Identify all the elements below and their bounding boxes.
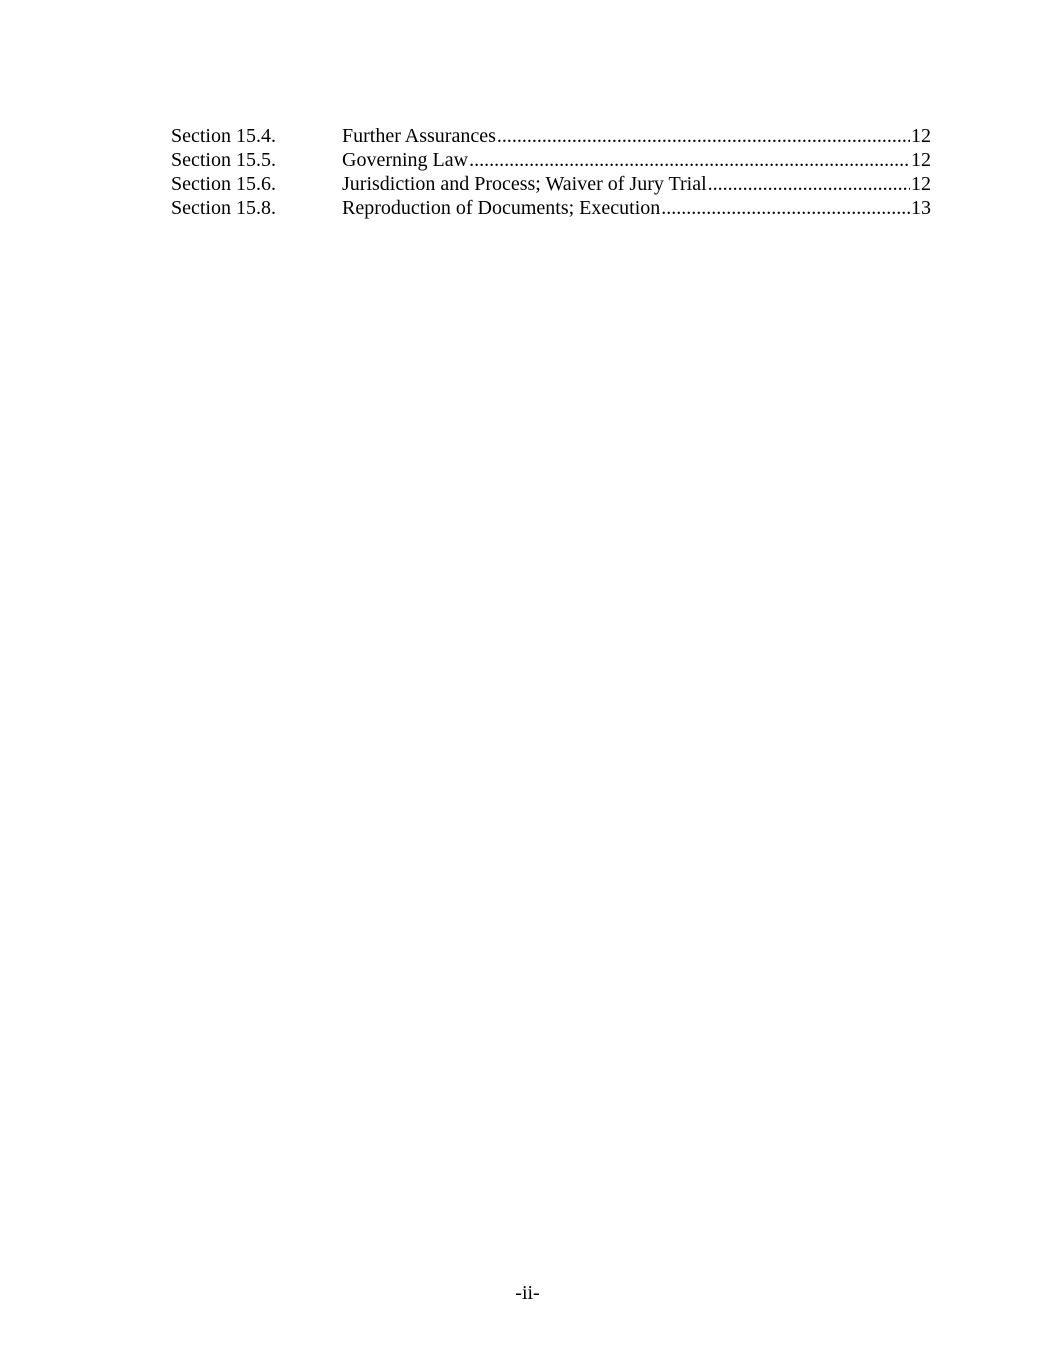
toc-entry	[171, 148, 931, 172]
toc-entry	[171, 172, 931, 196]
toc-section-number: Section 15.6.	[171, 173, 276, 195]
toc-section-title: Further Assurances	[342, 125, 496, 147]
toc-page-number: 12	[911, 173, 931, 195]
toc-page-number: 12	[911, 125, 931, 147]
toc-dot-leader	[661, 196, 910, 220]
toc-section-number: Section 15.8.	[171, 197, 276, 219]
toc-page-number: 13	[911, 197, 931, 219]
toc-section-number: Section 15.4.	[171, 125, 276, 147]
toc-dot-leader	[469, 148, 910, 172]
toc-section-title: Jurisdiction and Process; Waiver of Jury Trial	[342, 173, 707, 195]
toc-entry	[171, 124, 931, 148]
toc-entry	[171, 196, 931, 220]
table-of-contents	[171, 124, 931, 220]
toc-section-title: Reproduction of Documents; Execution	[342, 197, 661, 219]
toc-dot-leader	[708, 172, 910, 196]
toc-section-title: Governing Law	[342, 149, 469, 171]
page-number-footer: -ii-	[515, 1282, 540, 1304]
toc-section-number: Section 15.5.	[171, 149, 276, 171]
toc-page-number: 12	[911, 149, 931, 171]
toc-dot-leader	[497, 124, 910, 148]
